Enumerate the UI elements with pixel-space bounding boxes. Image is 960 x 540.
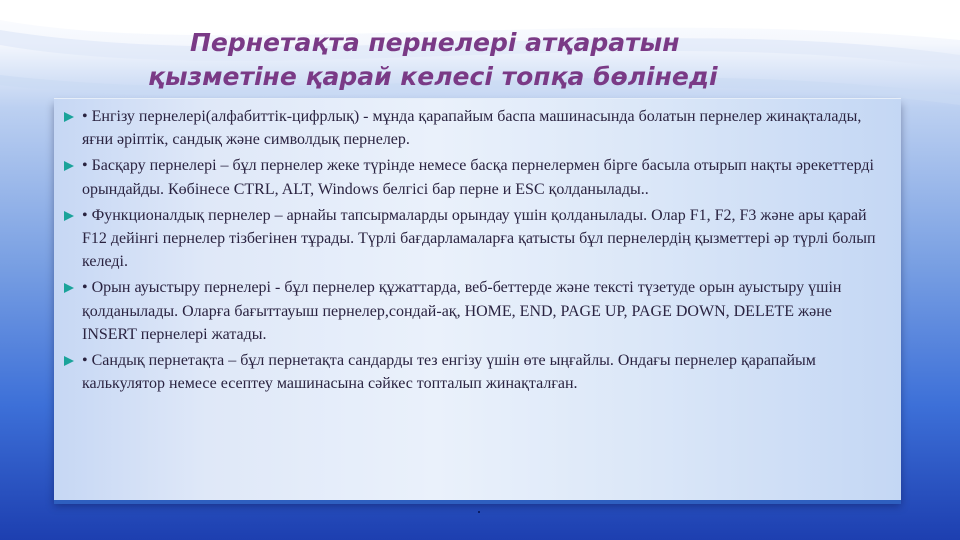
bullet-item-control-keys	[64, 154, 883, 200]
triangle-bullet-icon	[64, 283, 74, 293]
decorative-dot	[478, 511, 480, 513]
slide-title	[120, 26, 880, 94]
triangle-bullet-icon	[64, 112, 74, 122]
triangle-bullet-icon	[64, 356, 74, 366]
bullet-list	[54, 99, 901, 395]
triangle-bullet-icon	[64, 161, 74, 171]
triangle-bullet-icon	[64, 211, 74, 221]
bullet-item-input-keys	[64, 105, 883, 151]
bullet-item-navigation-keys	[64, 276, 883, 346]
bullet-text: • Функционалдық пернелер – арнайы тапсырмаларды орындау үшін қолданылады. Олар F1, F2, F3 және ары қарай F12 дейінгі пернелер тізбегінен тұрады. Түрлі бағдарламаларға қатысты бұл пернелердің қызметтері әр түрлі болып келеді.	[82, 206, 876, 271]
bullet-text: • Орын ауыстыру пернелері - бұл пернелер құжаттарда, веб-беттерде және тексті түзетуде орын ауыстыру үшін қолданылады. Оларға бағыттауыш пернелер,сондай-ақ, HOME, END, PAGE UP, PAGE DOWN, DELETE және INSERT пернелері жатады.	[82, 279, 842, 343]
bullet-text: • Басқару пернелері – бұл пернелер жеке түрінде немесе басқа пернелермен бірге басыла отырып нақты әрекеттерді орындайды. Көбінесе CTRL, ALT, Windows белгісі бар перне и ESC қолданылады..	[82, 157, 874, 198]
bullet-item-numeric-keypad	[64, 349, 883, 395]
content-box	[54, 98, 901, 500]
bullet-item-function-keys	[64, 204, 883, 274]
slide-title-line-1: Пернетақта пернелері атқаратын	[190, 28, 680, 57]
slide-title-line-2: қызметіне қарай келесі топқа бөлінеді	[148, 62, 718, 91]
bullet-text: • Енгізу пернелері(алфабиттік-цифрлық) - мұнда қарапайым баспа машинасында болатын пернелер жинақталады, яғни әріптік, сандық және символдық пернелер.	[82, 108, 862, 149]
bullet-text: • Сандық пернетақта – бұл пернетақта сандарды тез енгізу үшін өте ыңғайлы. Ондағы пернелер қарапайым калькулятор немесе есептеу машинасына сәйкес топталып жинақталған.	[82, 352, 816, 393]
